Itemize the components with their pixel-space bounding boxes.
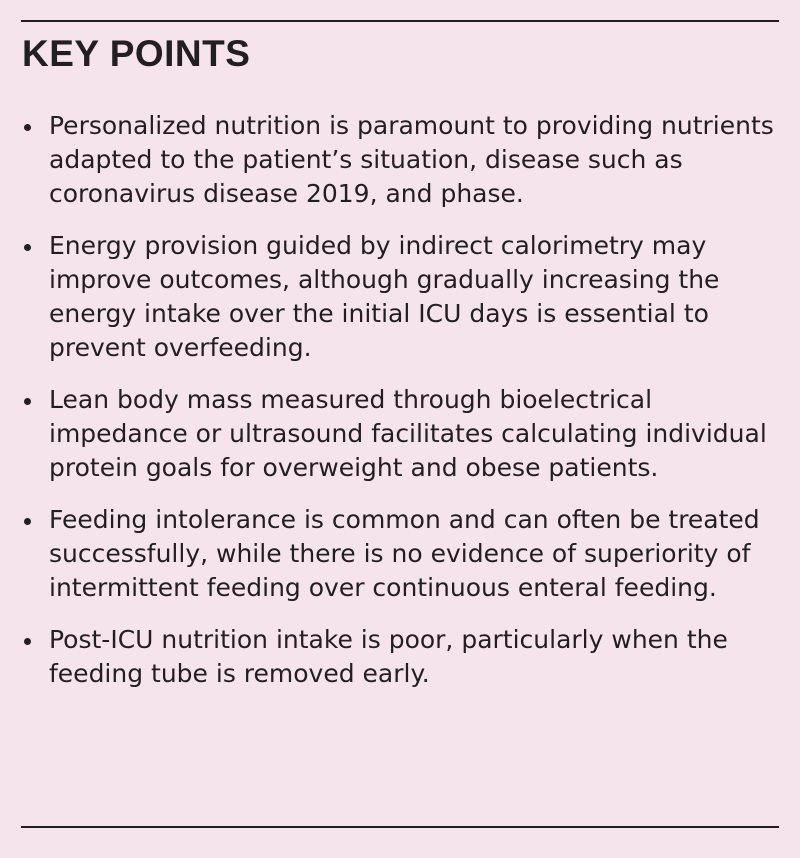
key-point-text: Post-ICU nutrition intake is poor, particularly when the feeding tube is removed early.	[49, 625, 728, 688]
bullet-icon	[24, 638, 31, 645]
key-point-item	[21, 383, 781, 485]
key-point-item	[21, 623, 781, 691]
top-rule	[21, 20, 779, 22]
key-points-list	[21, 109, 781, 709]
key-point-text: Feeding intolerance is common and can often be treated successfully, while there is no evidence of superiority of intermittent feeding over continuous enteral feeding.	[49, 505, 760, 602]
bullet-icon	[24, 124, 31, 131]
key-point-item	[21, 503, 781, 605]
bullet-icon	[24, 398, 31, 405]
bullet-icon	[24, 244, 31, 251]
key-points-heading: KEY POINTS	[22, 33, 251, 74]
key-point-text: Lean body mass measured through bioelectrical impedance or ultrasound facilitates calculating individual protein goals for overweight and obese patients.	[49, 385, 767, 482]
bottom-rule	[21, 826, 779, 828]
bullet-icon	[24, 518, 31, 525]
key-point-item	[21, 109, 781, 211]
key-point-text: Energy provision guided by indirect calorimetry may improve outcomes, although gradually increasing the energy intake over the initial ICU days is essential to prevent overfeeding.	[49, 231, 720, 362]
key-point-item	[21, 229, 781, 365]
key-point-text: Personalized nutrition is paramount to providing nutrients adapted to the patient’s situation, disease such as coronavirus disease 2019, and phase.	[49, 111, 774, 208]
